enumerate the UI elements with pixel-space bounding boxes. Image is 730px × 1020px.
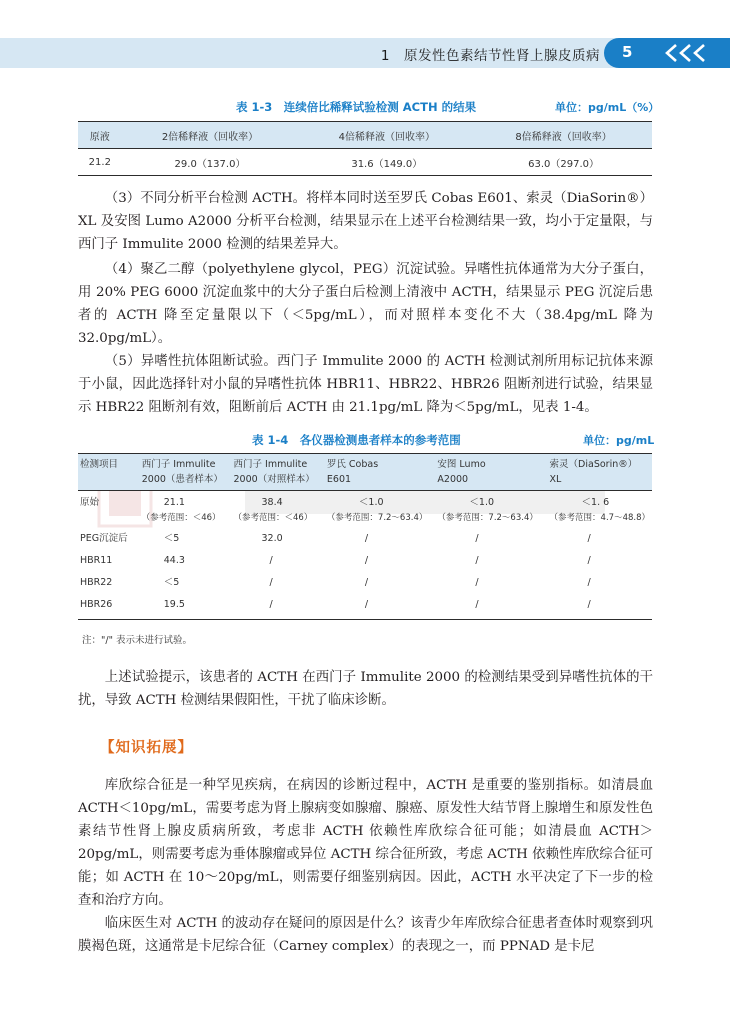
running-header (0, 38, 730, 68)
section-heading: 【知识拓展】 (100, 740, 193, 756)
table-cell: 19.5 (140, 597, 232, 620)
table-row (78, 531, 652, 553)
table-header-cell: 安图 Lumo A2000 (435, 454, 547, 491)
table-header-cell: 西门子 Immulite 2000（患者样本） (140, 454, 232, 491)
table-header-cell: 检测项目 (78, 454, 140, 491)
table-cell: / (269, 576, 273, 588)
table-header-cell: 8倍稀释液（回收率） (475, 122, 652, 149)
table-header-cell: 索灵（DiaSorin®） XL (548, 454, 652, 491)
page-number: 5 (622, 43, 633, 61)
chapter-title: 1 原发性色素结节性肾上腺皮质病 (380, 48, 600, 64)
row-label: HBR22 (80, 576, 113, 588)
table-header-cell: 2倍稀释液（回收率） (122, 122, 299, 149)
table-cell: / (475, 554, 479, 566)
row-label: PEG沉淀后 (80, 532, 128, 544)
table-cell: / (475, 532, 479, 544)
page-number-tab (604, 38, 730, 68)
table-cell: 29.0（137.0） (122, 149, 299, 176)
table-1-4 (78, 453, 652, 620)
row-label: HBR11 (80, 554, 113, 566)
table-cell: ＜1.0 （参考范围：7.2～63.4） (326, 497, 428, 523)
table-1-3 (78, 121, 652, 176)
table-header-cell: 罗氏 Cobas E601 (325, 454, 436, 491)
table-cell: / (435, 597, 547, 620)
table-cell: / (325, 597, 436, 620)
table-row (78, 553, 652, 575)
table-1-4-note: 注："/" 表示未进行试验。 (82, 635, 192, 646)
table-cell: 21.2 (78, 149, 122, 176)
table-1-3-caption: 表 1-3 连续倍比稀释试验检测 ACTH 的结果 (236, 100, 477, 114)
row-label: HBR26 (78, 597, 140, 620)
row-label: 原始 (80, 497, 100, 508)
table-header-cell: 4倍稀释液（回收率） (298, 122, 475, 149)
table-header-cell: 西门子 Immulite 2000（对照样本） (232, 454, 325, 491)
table-cell: 32.0 (261, 532, 283, 544)
table-1-4-unit: 单位：pg/mL (583, 434, 655, 447)
conclusion-paragraph: 上述试验提示，该患者的 ACTH 在西门子 Immulite 2000 的检测结果受到异嗜性抗体的干扰，导致 ACTH 检测结果假阳性，干扰了临床诊断。 (78, 670, 653, 708)
table-row (78, 575, 652, 597)
table-cell: 31.6（149.0） (298, 149, 475, 176)
table-cell: ＜5 (163, 576, 180, 588)
table-cell: ＜5 (163, 532, 180, 544)
table-cell: 44.3 (163, 554, 185, 566)
table-1-3-unit: 单位：pg/mL（%） (555, 101, 660, 114)
table-cell: / (548, 597, 652, 620)
knowledge-paragraph-1: 库欣综合征是一种罕见疾病，在病因的诊断过程中，ACTH 是重要的鉴别指标。如清晨血 ACTH＜10pg/mL，需要考虑为肾上腺病变如腺瘤、腺癌、原发性大结节肾上腺增生和原发性色素结节性肾上腺皮质病所致，考虑非 ACTH 依赖性库欣综合征可能；如清晨血 ACTH＞20pg/mL，则需要考虑为垂体腺瘤或异位 ACTH 综合征所致，考虑 ACTH 依赖性库欣综合征可能；如 ACTH 在 10～20pg/mL，则需要仔细鉴别病因。因此，ACTH 水平决定了下一步的检查和治疗方向。 (78, 778, 653, 908)
chevrons-left-icon (662, 42, 718, 64)
paragraph-4: （4）聚乙二醇（polyethylene glycol，PEG）沉淀试验。异嗜性抗体通常为大分子蛋白，用 20% PEG 6000 沉淀血浆中的大分子蛋白后检测上清液中 ACTH，结果显示 PEG 沉淀后患者的 ACTH 降至定量限以下（＜5pg/mL），而对照样本变化不大（38.4pg/mL 降为 32.0pg/mL）。 (78, 262, 653, 346)
table-cell: / (475, 576, 479, 588)
table-cell: / (587, 532, 591, 544)
table-cell: ＜1. 6 （参考范围：4.7～48.8） (549, 497, 650, 523)
table-cell: / (269, 554, 273, 566)
table-cell: / (364, 554, 369, 566)
table-row (78, 597, 652, 620)
paragraph-3: （3）不同分析平台检测 ACTH。将样本同时送至罗氏 Cobas E601、索灵（DiaSorin®）XL 及安图 Lumo A2000 分析平台检测，结果显示在上述平台检测结果一致，均小于定量限，与西门子 Immulite 2000 检测的结果差异大。 (78, 191, 653, 252)
table-cell: / (364, 576, 369, 588)
table-row (78, 491, 652, 531)
table-cell: / (587, 576, 591, 588)
table-cell: 38.4 （参考范围：＜46） (233, 497, 313, 523)
table-row (78, 149, 652, 176)
table-cell: 21.1 （参考范围：＜46） (141, 497, 221, 523)
table-header-cell: 原液 (78, 122, 122, 149)
table-cell: / (364, 532, 369, 544)
table-cell: / (587, 554, 591, 566)
table-1-4-caption: 表 1-4 各仪器检测患者样本的参考范围 (252, 433, 461, 447)
knowledge-paragraph-2: 临床医生对 ACTH 的波动存在疑问的原因是什么？该青少年库欣综合征患者查体时观察到巩膜褐色斑，这通常是卡尼综合征（Carney complex）的表现之一，而 PPNAD 是卡尼 (78, 916, 653, 954)
table-cell: / (232, 597, 325, 620)
paragraph-5: （5）异嗜性抗体阻断试验。西门子 Immulite 2000 的 ACTH 检测试剂所用标记抗体来源于小鼠，因此选择针对小鼠的异嗜性抗体 HBR11、HBR22、HBR26 阻断剂进行试验，结果显示 HBR22 阻断剂有效，阻断前后 ACTH 由 21.1pg/mL 降为＜5pg/mL，见表 1-4。 (78, 354, 653, 415)
table-cell: ＜1.0 （参考范围：7.2～63.4） (437, 497, 538, 523)
table-cell: 63.0（297.0） (475, 149, 652, 176)
